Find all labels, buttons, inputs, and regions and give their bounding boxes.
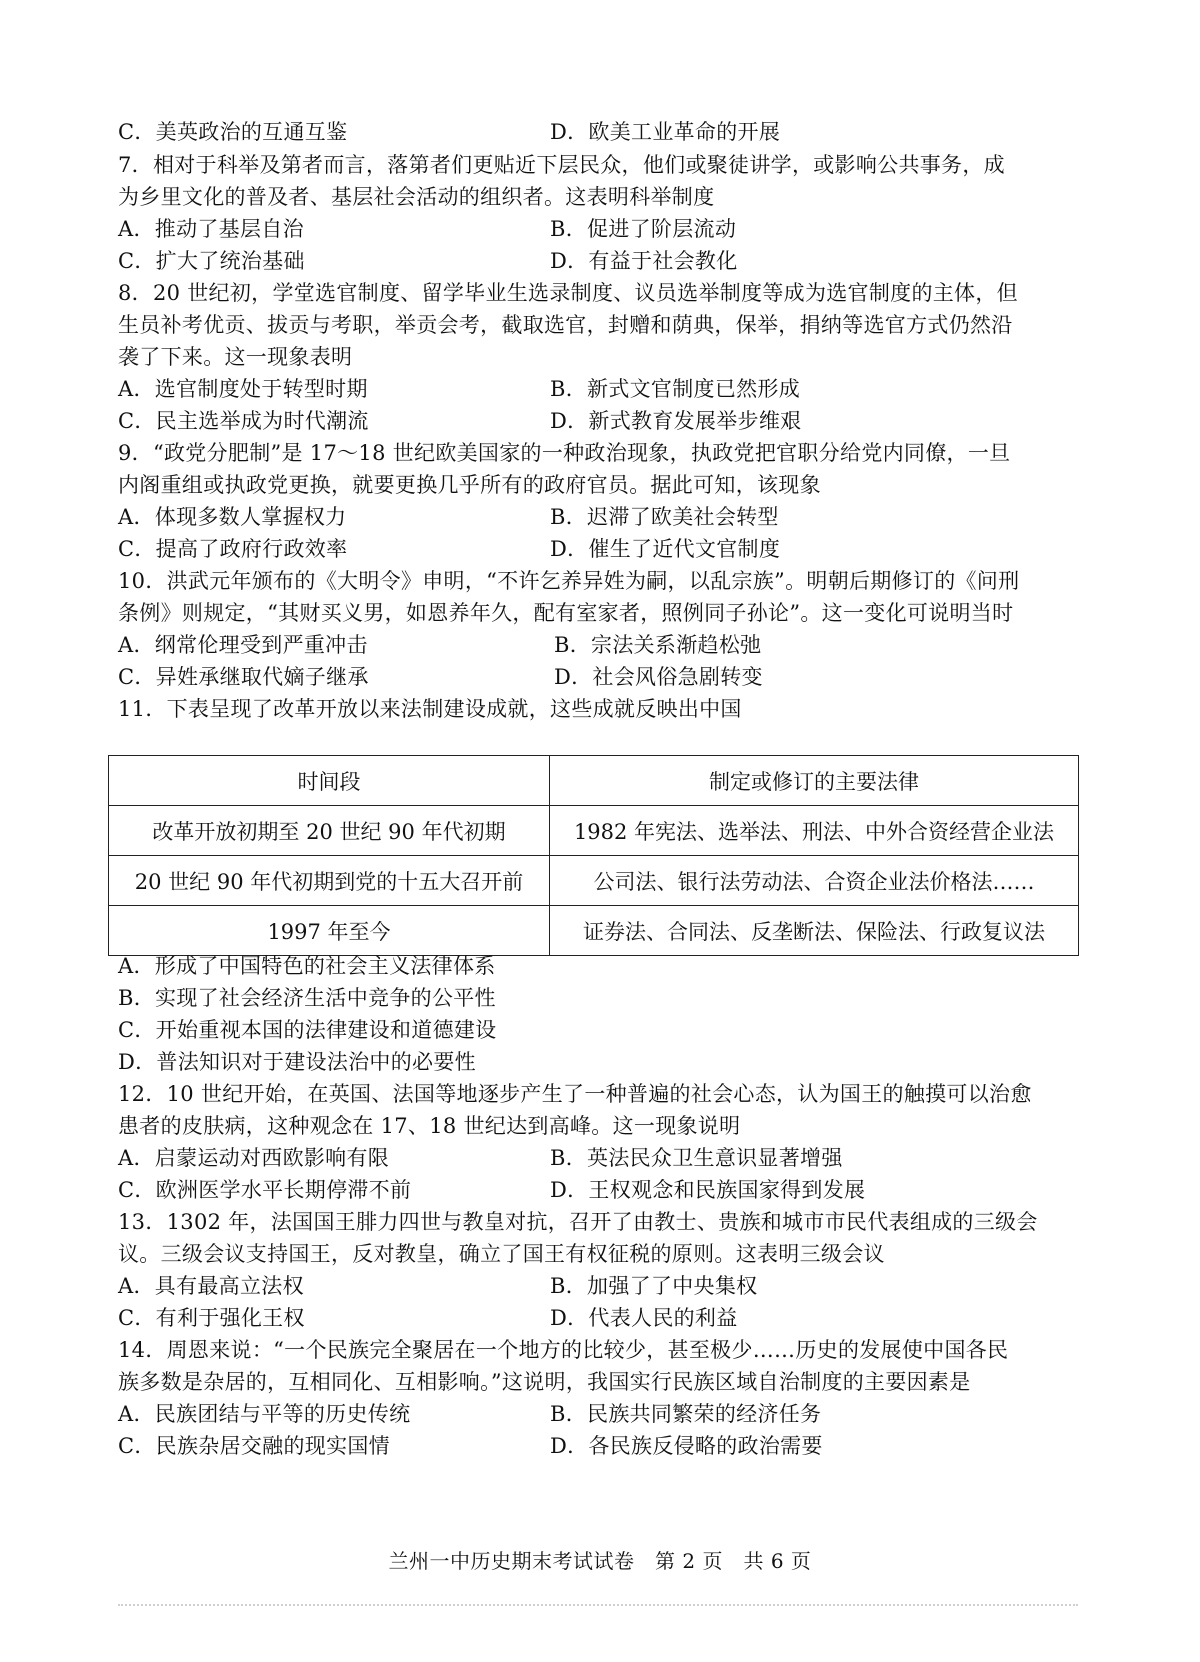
q13-stem-line2: 议。三级会议支持国王，反对教皇，确立了国王有权征税的原则。这表明三级会议: [118, 1242, 885, 1266]
q8-option-a: A．选官制度处于转型时期: [118, 377, 368, 401]
q12-option-b: B．英法民众卫生意识显著增强: [550, 1146, 843, 1170]
table-cell: 1982 年宪法、选举法、刑法、中外合资经营企业法: [550, 806, 1079, 856]
q7-stem-line2: 为乡里文化的普及者、基层社会活动的组织者。这表明科举制度: [118, 185, 715, 209]
q9-stem-line1: 9．“政党分肥制”是 17～18 世纪欧美国家的一种政治现象，执政党把官职分给党内同僚，一旦: [118, 441, 1011, 465]
q10-stem-line1: 10．洪武元年颁布的《大明令》申明，“不许乞养异姓为嗣，以乱宗族”。明朝后期修订的《问刑: [118, 569, 1020, 593]
table-header-row: [109, 756, 1079, 806]
table-row: [109, 906, 1079, 956]
q8-option-d: D．新式教育发展举步维艰: [550, 409, 802, 433]
q10-option-c: C．异姓承继取代嫡子继承: [118, 665, 369, 689]
dotted-divider: [118, 1604, 1078, 1606]
q7-stem-line1: 7．相对于科举及第者而言，落第者们更贴近下层民众，他们或聚徒讲学，或影响公共事务，成: [118, 153, 1005, 177]
q8-stem-line3: 袭了下来。这一现象表明: [118, 345, 353, 369]
table-header-cell: 制定或修订的主要法律: [550, 756, 1079, 806]
q10-option-d: D．社会风俗急剧转变: [554, 665, 763, 689]
q9-option-b: B．迟滞了欧美社会转型: [550, 505, 779, 529]
table-cell: 1997 年至今: [109, 906, 550, 956]
q6-option-c: C．美英政治的互通互鉴: [118, 120, 348, 144]
q13-option-b: B．加强了了中央集权: [550, 1274, 758, 1298]
q10-stem-line2: 条例》则规定，“其财买义男，如恩养年久，配有室家者，照例同子孙论”。这一变化可说明当时: [118, 601, 1014, 625]
q12-stem-line1: 12．10 世纪开始，在英国、法国等地逐步产生了一种普遍的社会心态，认为国王的触摸可以治愈: [118, 1082, 1032, 1106]
q7-option-a: A．推动了基层自治: [118, 217, 304, 241]
q10-option-b: B．宗法关系渐趋松弛: [554, 633, 762, 657]
q13-option-c: C．有利于强化王权: [118, 1306, 305, 1330]
q10-option-a: A．纲常伦理受到严重冲击: [118, 633, 368, 657]
q13-stem-line1: 13．1302 年，法国国王腓力四世与教皇对抗，召开了由教士、贵族和城市市民代表组成的三级会: [118, 1210, 1038, 1234]
q8-option-c: C．民主选举成为时代潮流: [118, 409, 369, 433]
q8-stem-line1: 8．20 世纪初，学堂选官制度、留学毕业生选录制度、议员选举制度等成为选官制度的主体，但: [118, 281, 1018, 305]
q12-option-c: C．欧洲医学水平长期停滞不前: [118, 1178, 412, 1202]
q14-option-a: A．民族团结与平等的历史传统: [118, 1402, 411, 1426]
q8-option-b: B．新式文官制度已然形成: [550, 377, 801, 401]
table-row: [109, 806, 1079, 856]
q9-stem-line2: 内阁重组或执政党更换，就要更换几乎所有的政府官员。据此可知，该现象: [118, 473, 821, 497]
q11-option-a: A．形成了中国特色的社会主义法律体系: [118, 954, 496, 978]
table-cell: 20 世纪 90 年代初期到党的十五大召开前: [109, 856, 550, 906]
q6-option-d: D．欧美工业革命的开展: [550, 120, 781, 144]
q14-option-d: D．各民族反侵略的政治需要: [550, 1434, 823, 1458]
q11-option-b: B．实现了社会经济生活中竞争的公平性: [118, 986, 496, 1010]
table-cell: 改革开放初期至 20 世纪 90 年代初期: [109, 806, 550, 856]
table-header-cell: 时间段: [109, 756, 550, 806]
q9-option-d: D．催生了近代文官制度: [550, 537, 781, 561]
q14-option-c: C．民族杂居交融的现实国情: [118, 1434, 390, 1458]
table-cell: 公司法、银行法劳动法、合资企业法价格法……: [550, 856, 1079, 906]
table-cell: 证券法、合同法、反垄断法、保险法、行政复议法: [550, 906, 1079, 956]
q9-option-c: C．提高了政府行政效率: [118, 537, 348, 561]
law-table: [108, 755, 1079, 956]
q14-stem-line2: 族多数是杂居的，互相同化、互相影响。”这说明，我国实行民族区域自治制度的主要因素是: [118, 1370, 971, 1394]
q12-stem-line2: 患者的皮肤病，这种观念在 17、18 世纪达到高峰。这一现象说明: [118, 1114, 741, 1138]
q11-stem: 11．下表呈现了改革开放以来法制建设成就，这些成就反映出中国: [118, 697, 742, 721]
table-row: [109, 856, 1079, 906]
page-footer: 兰州一中历史期末考试试卷 第 2 页 共 6 页: [388, 1549, 812, 1573]
q12-option-a: A．启蒙运动对西欧影响有限: [118, 1146, 390, 1170]
q11-option-c: C．开始重视本国的法律建设和道德建设: [118, 1018, 497, 1042]
q8-stem-line2: 生员补考优贡、拔贡与考职，举贡会考，截取选官，封赠和荫典，保举，捐纳等选官方式仍然沿: [118, 313, 1013, 337]
q13-option-d: D．代表人民的利益: [550, 1306, 738, 1330]
q14-stem-line1: 14．周恩来说：“一个民族完全聚居在一个地方的比较少，甚至极少……历史的发展使中国各民: [118, 1338, 1009, 1362]
q9-option-a: A．体现多数人掌握权力: [118, 505, 347, 529]
q7-option-b: B．促进了阶层流动: [550, 217, 737, 241]
q13-option-a: A．具有最高立法权: [118, 1274, 304, 1298]
q12-option-d: D．王权观念和民族国家得到发展: [550, 1178, 866, 1202]
q11-option-d: D．普法知识对于建设法治中的必要性: [118, 1050, 476, 1074]
q7-option-d: D．有益于社会教化: [550, 249, 738, 273]
q14-option-b: B．民族共同繁荣的经济任务: [550, 1402, 822, 1426]
q7-option-c: C．扩大了统治基础: [118, 249, 305, 273]
